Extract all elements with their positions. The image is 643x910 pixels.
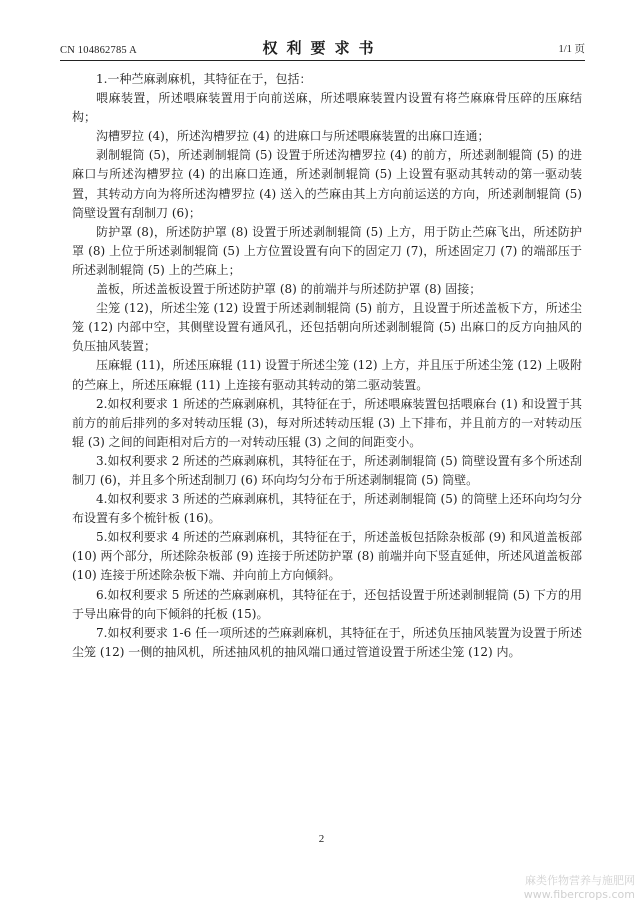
claim-paragraph: 1.一种苎麻剥麻机，其特征在于，包括： — [96, 72, 312, 86]
claim-paragraph: 4.如权利要求 3 所述的苎麻剥麻机，其特征在于，所述剥制辊筒 (5) 的筒壁上还环向均匀分布设置有多个梳针板 (16)。 — [72, 492, 582, 526]
claim-paragraph: 6.如权利要求 5 所述的苎麻剥麻机，其特征在于，还包括设置于所述剥制辊筒 (5) 下方的用于导出麻骨的向下倾斜的托板 (15)。 — [72, 587, 582, 621]
claims-body — [72, 70, 582, 662]
claim-paragraph: 7.如权利要求 1-6 任一项所述的苎麻剥麻机，其特征在于，所述负压抽风装置为设置于所述尘笼 (12) 一侧的抽风机，所述抽风机的抽风端口通过管道设置于所述尘笼 (12) 内。 — [72, 625, 582, 659]
claim-paragraph: 盖板，所述盖板设置于所述防护罩 (8) 的前端并与所述防护罩 (8) 固接； — [96, 282, 482, 297]
header-rule — [60, 60, 585, 61]
claim-paragraph: 沟槽罗拉 (4)，所述沟槽罗拉 (4) 的进麻口与所述喂麻装置的出麻口连通； — [96, 129, 490, 144]
page-header — [60, 36, 585, 60]
page-info: 1/1 页 — [558, 44, 585, 55]
claim-paragraph: 尘笼 (12)，所述尘笼 (12) 设置于所述剥制辊筒 (5) 前方，且设置于所述盖板下方，所述尘笼 (12) 内部中空，其侧壁设置有通风孔，还包括朝向所述剥制辊筒 (5) 出麻口的反方向抽风的负压抽风装置； — [72, 301, 582, 354]
claim-paragraph: 2.如权利要求 1 所述的苎麻剥麻机，其特征在于，所述喂麻装置包括喂麻台 (1) 和设置于其前方的前后排列的多对转动压辊 (3)，每对所述转动压辊 (3) 上下排布，并且前方的一对转动压辊 (3) 之间的间距相对后方的一对转动压辊 (3) 之间的间距变小。 — [72, 396, 582, 449]
watermark — [524, 874, 635, 902]
publication-number: CN 104862785 A — [60, 45, 137, 56]
claim-paragraph: 喂麻装置，所述喂麻装置用于向前送麻，所述喂麻装置内设置有将苎麻麻骨压碎的压麻结构； — [72, 91, 582, 125]
claim-paragraph: 5.如权利要求 4 所述的苎麻剥麻机，其特征在于，所述盖板包括除杂板部 (9) 和风道盖板部 (10) 两个部分，所述除杂板部 (9) 连接于所述防护罩 (8) 前端并向下竖直延伸，所述风道盖板部 (10) 连接于所述除杂板下端、并向前上方向倾斜。 — [72, 530, 582, 583]
watermark-url: www.fibercrops.com — [523, 888, 635, 901]
document-title: 权利要求书 — [262, 39, 383, 57]
page-number: 2 — [318, 833, 325, 845]
claim-paragraph: 防护罩 (8)，所述防护罩 (8) 设置于所述剥制辊筒 (5) 上方，用于防止苎麻飞出，所述防护罩 (8) 上位于所述剥制辊筒 (5) 上方位置设置有向下的固定刀 (7)，所述固定刀 (7) 的端部压于所述剥制辊筒 (5) 上的苎麻上； — [72, 224, 582, 277]
watermark-line: 麻类作物营养与施肥网 — [525, 874, 635, 887]
claim-paragraph: 剥制辊筒 (5)，所述剥制辊筒 (5) 设置于所述沟槽罗拉 (4) 的前方，所述剥制辊筒 (5) 的进麻口与所述沟槽罗拉 (4) 的出麻口连通，所述剥制辊筒 (5) 上设置有驱动其转动的第一驱动装置，其转动方向为将所述沟槽罗拉 (4) 送入的苎麻由其上方向前运送的方向，所述剥制辊筒 (5) 筒壁设置有刮制刀 (6)； — [72, 148, 582, 220]
claim-paragraph: 压麻辊 (11)，所述压麻辊 (11) 设置于所述尘笼 (12) 上方，并且压于所述尘笼 (12) 上吸附的苎麻上，所述压麻辊 (11) 上连接有驱动其转动的第二驱动装置。 — [72, 358, 582, 392]
claim-paragraph: 3.如权利要求 2 所述的苎麻剥麻机，其特征在于，所述剥制辊筒 (5) 筒壁设置有多个所述刮制刀 (6)，并且多个所述刮制刀 (6) 环向均匀分布于所述剥制辊筒 (5) 筒壁。 — [72, 453, 582, 487]
